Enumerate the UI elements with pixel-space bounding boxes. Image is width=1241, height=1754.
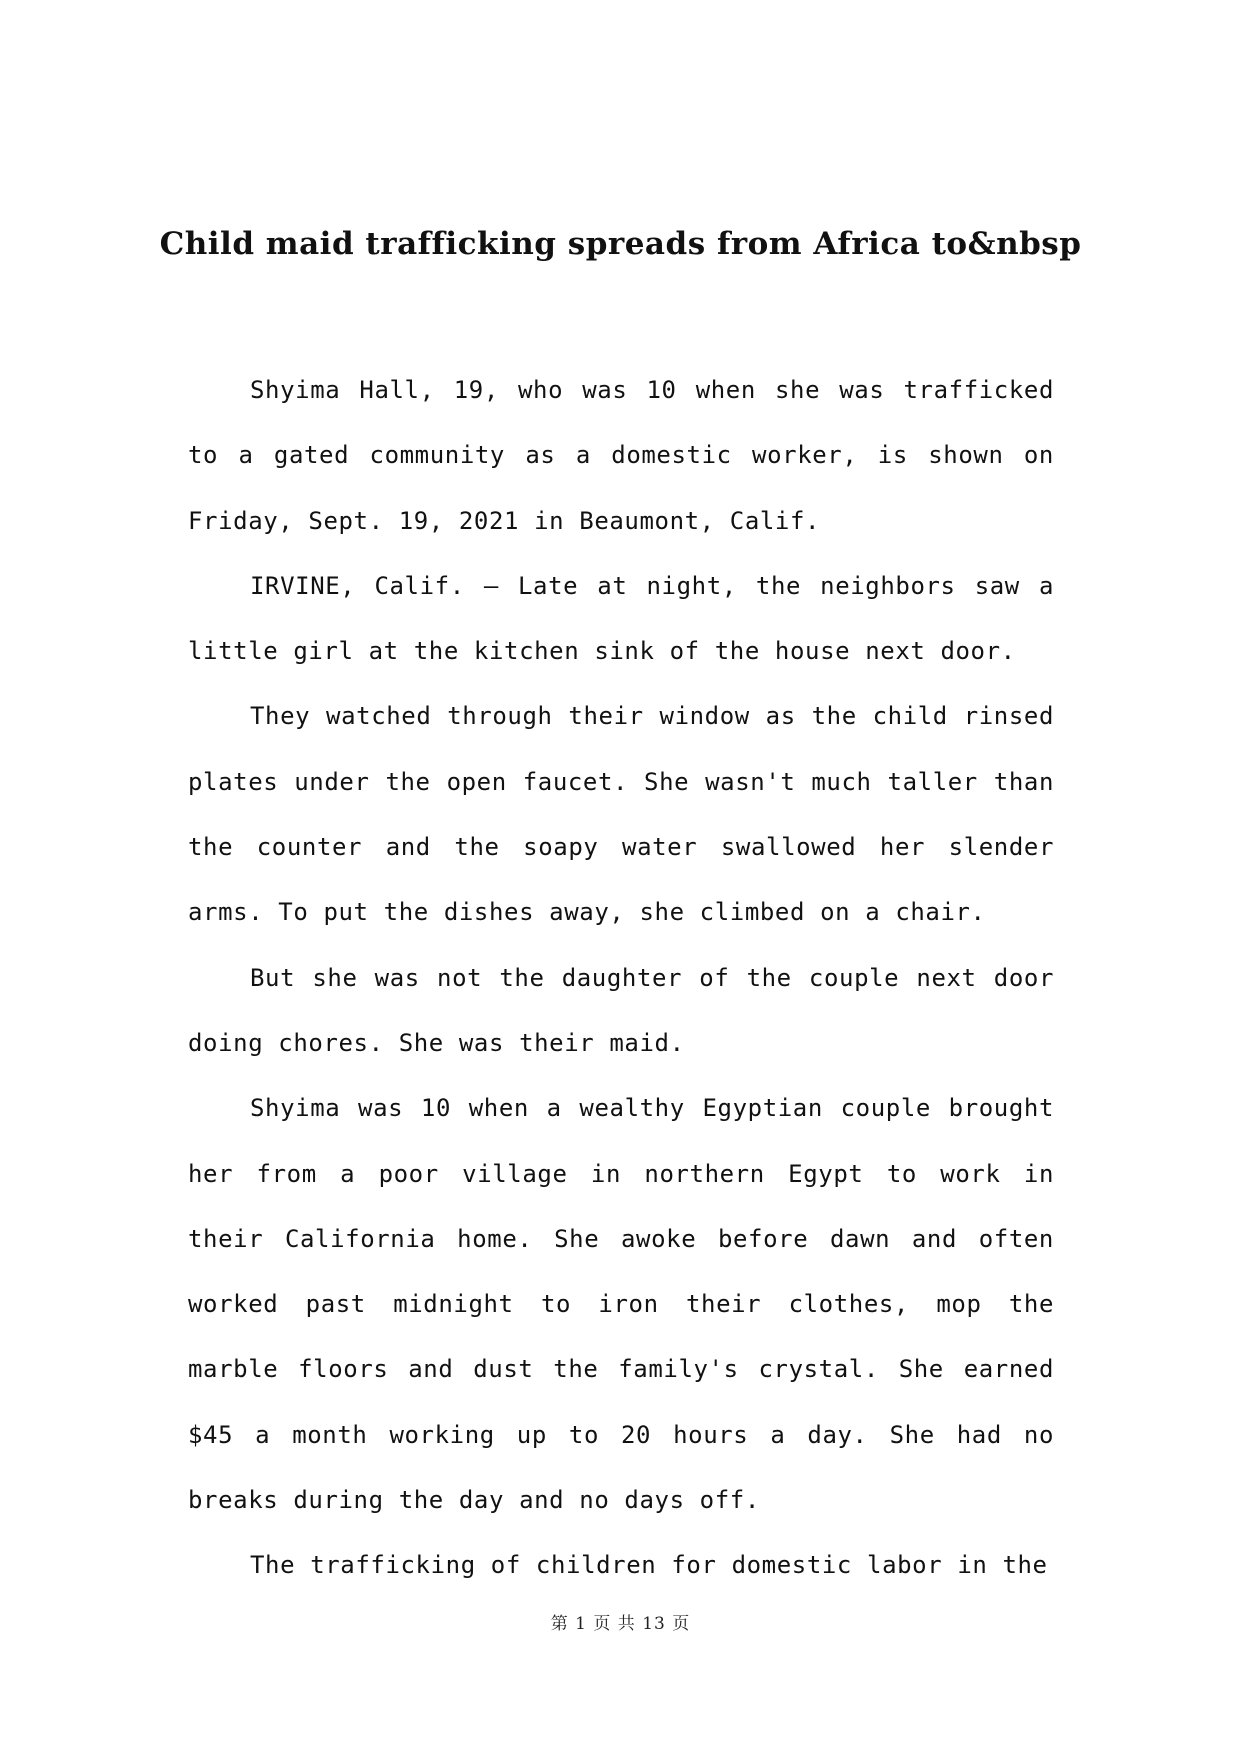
paragraph: The trafficking of children for domestic labor in the [250,1551,1048,1580]
paragraph: But she was not the daughter of the couple next door doing chores. She was their maid. [188,963,1054,1057]
paragraph: They watched through their window as the child rinsed plates under the open faucet. She wasn't much taller than the counter and the soapy water swallowed her slender arms. To put the dishes away, she climbed on a chair. [188,702,1054,927]
paragraph: Shyima was 10 when a wealthy Egyptian couple brought her from a poor village in northern Egypt to work in their California home. She awoke before dawn and often worked past midnight to iron their clothes, mop the marble floors and dust the family's crystal. She earned $45 a month working up to 20 hours a day. She had no breaks during the day and no days off. [188,1094,1054,1515]
paragraph: Shyima Hall, 19, who was 10 when she was trafficked to a gated community as a domestic worker, is shown on Friday, Sept. 19, 2021 in Beaumont, Calif. [188,376,1054,535]
document-title: Child maid trafficking spreads from Africa to&nbsp [159,226,1082,262]
document-body [188,358,1054,1599]
paragraph: IRVINE, Calif. – Late at night, the neighbors saw a little girl at the kitchen sink of the house next door. [188,571,1054,666]
page-number-footer: 第 1 页 共 13 页 [550,1614,691,1634]
